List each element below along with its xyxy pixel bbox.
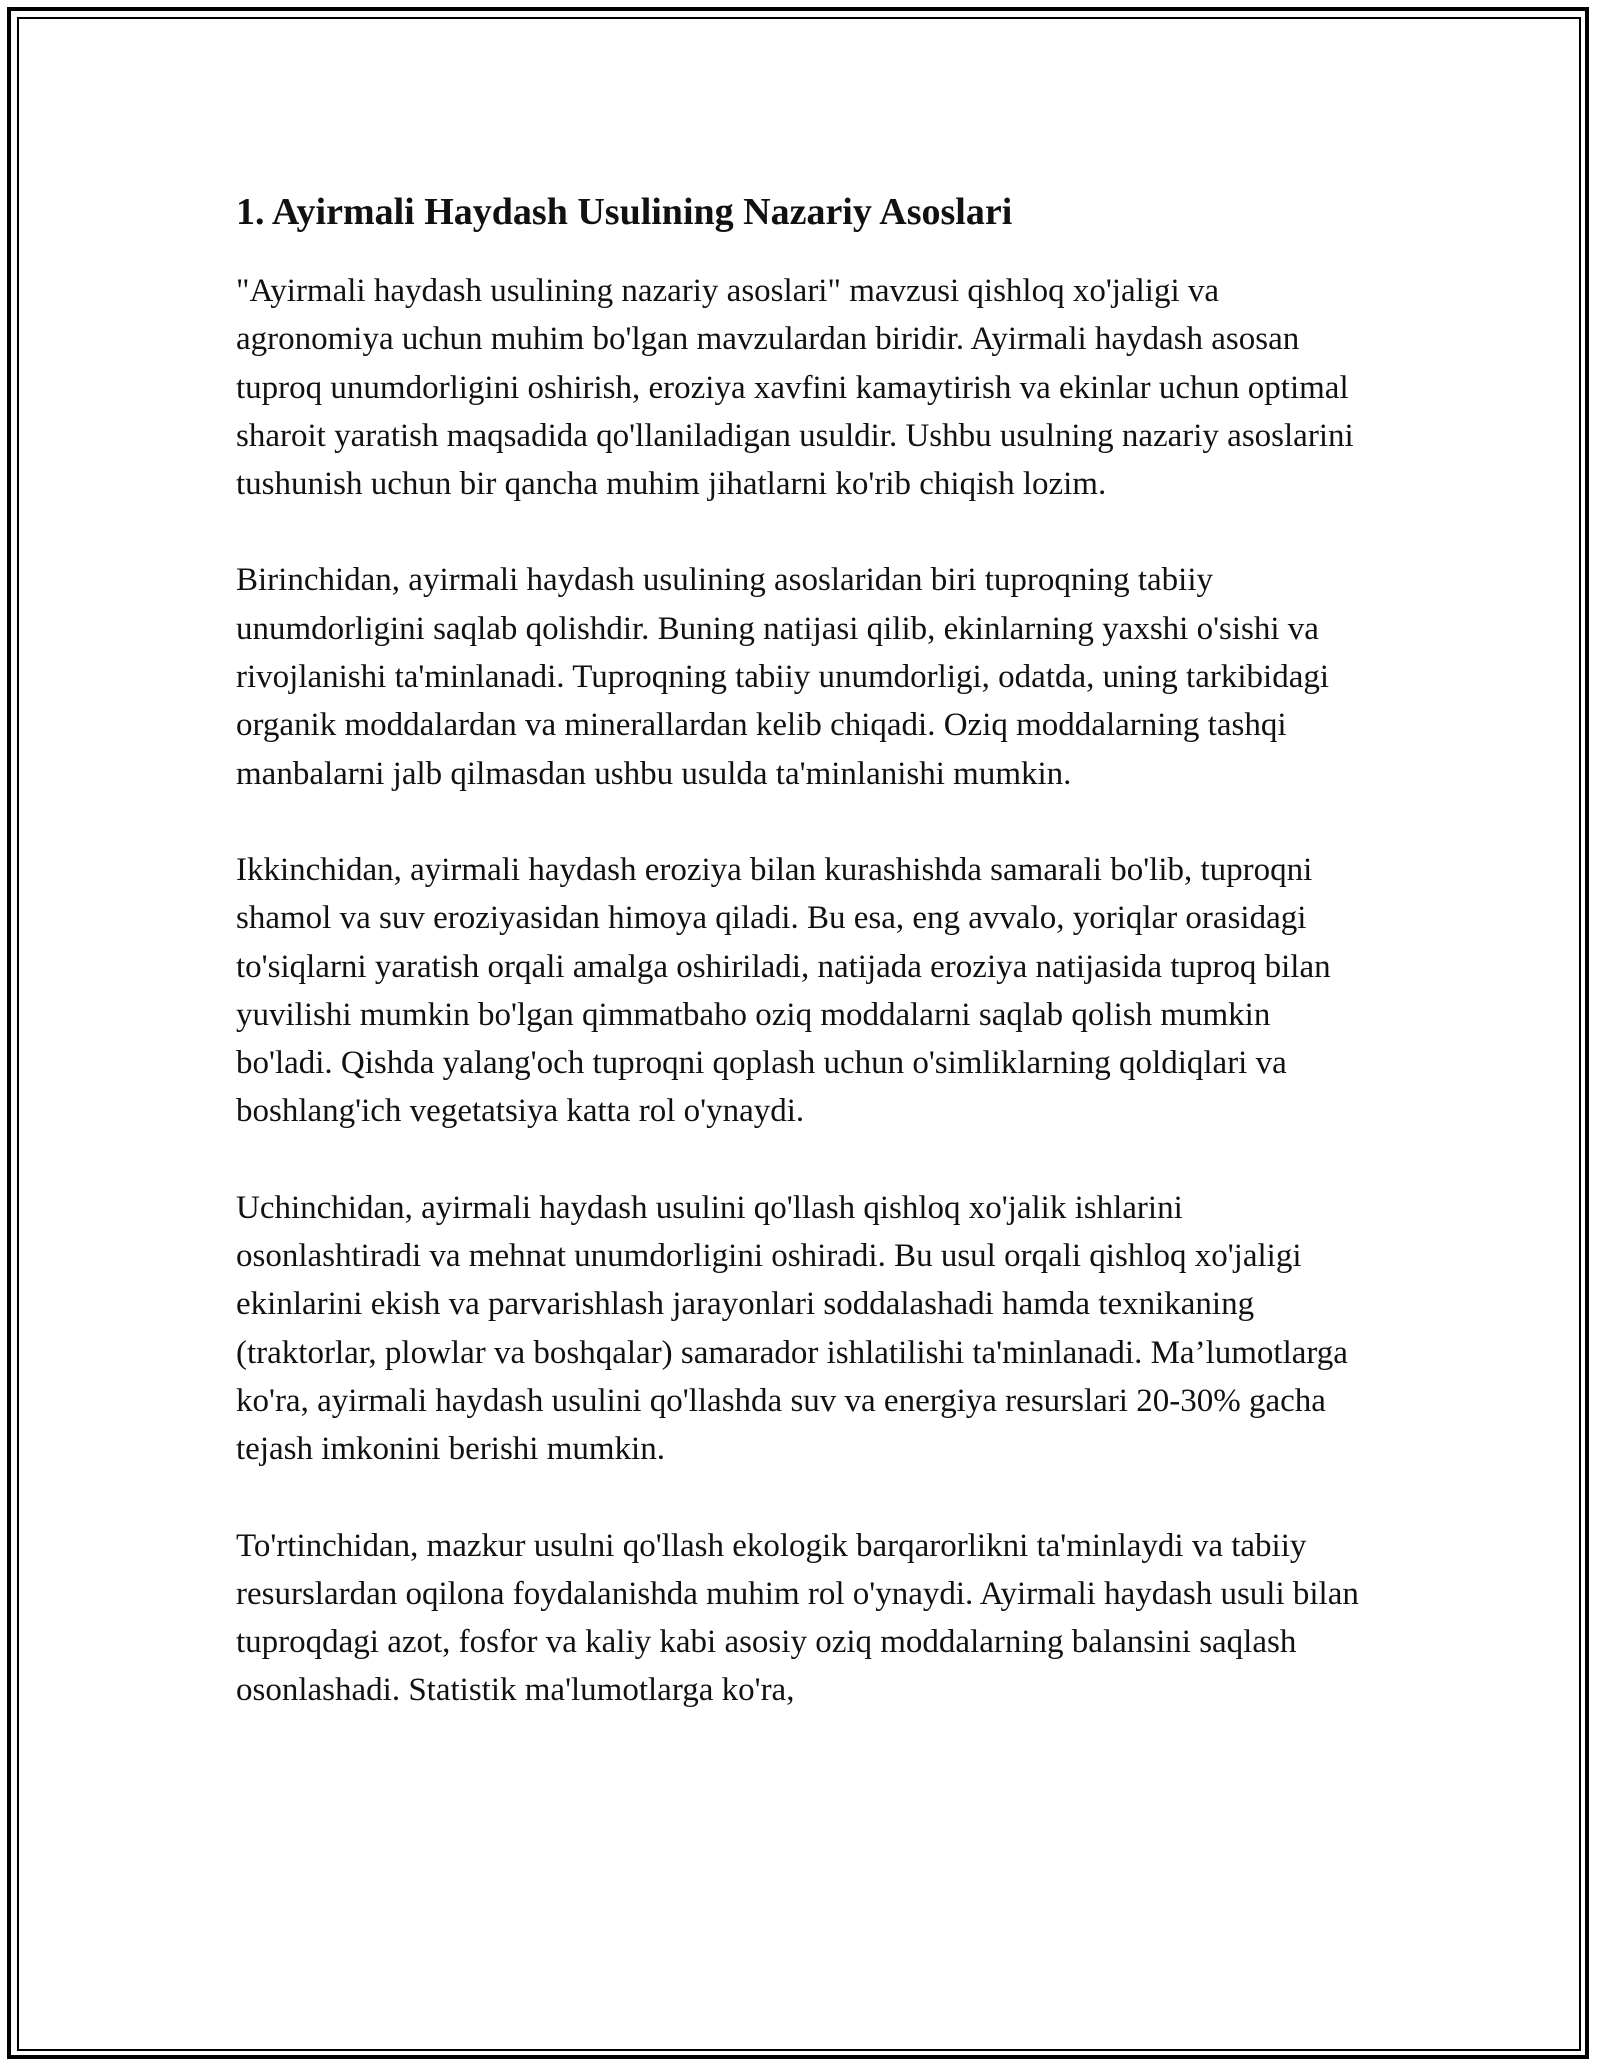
paragraph-third: Uchinchidan, ayirmali haydash usulini qo'llash qishloq xo'jalik ishlarini osonlashtiradi va mehnat unumdorligini oshiradi. Bu usul orqali qishloq xo'jaligi ekinlarini ekish va parvarishlash jarayonlari soddalashadi hamda texnikaning (traktorlar, plowlar va boshqalar) samarador ishlatilishi ta'minlanadi. Ma’lumotlarga ko'ra, ayirmali haydash usulini qo'llashda suv va energiya resurslari 20-30% gacha tejash imkonini berishi mumkin. xyxy=(236,1189,1348,1468)
paragraph-intro: "Ayirmali haydash usulining nazariy asoslari" mavzusi qishloq xo'jaligi va agronomiya uchun muhim bo'lgan mavzulardan biridir. Ayirmali haydash asosan tuproq unumdorligini oshirish, eroziya xavfini kamaytirish va ekinlar uchun optimal sharoit yaratish maqsadida qo'llaniladigan usuldir. Ushbu usulning nazariy asoslarini tushunish uchun bir qancha muhim jihatlarni ko'rib chiqish lozim. xyxy=(236,273,1354,503)
paragraph-second: Ikkinchidan, ayirmali haydash eroziya bilan kurashishda samarali bo'lib, tuproqni shamol va suv eroziyasidan himoya qiladi. Bu esa, eng avvalo, yoriqlar orasidagi to'siqlarni yaratish orqali amalga oshiriladi, natijada eroziya natijasida tuproq bilan yuvilishi mumkin bo'lgan qimmatbaho oziq moddalarni saqlab qolish mumkin bo'ladi. Qishda yalang'och tuproqni qoplash uchun o'simliklarning qoldiqlari va boshlang'ich vegetatsiya katta rol o'ynaydi. xyxy=(236,851,1331,1130)
paragraph-first: Birinchidan, ayirmali haydash usulining asoslaridan biri tuproqning tabiiy unumdorligini saqlab qolishdir. Buning natijasi qilib, ekinlarning yaxshi o'sishi va rivojlanishi ta'minlanadi. Tuproqning tabiiy unumdorligi, odatda, uning tarkibidagi organik moddalardan va minerallardan kelib chiqadi. Oziq moddalarning tashqi manbalarni jalb qilmasdan ushbu usulda ta'minlanishi mumkin. xyxy=(236,562,1330,792)
paragraph-fourth: To'rtinchidan, mazkur usulni qo'llash ekologik barqarorlikni ta'minlaydi va tabiiy resurslardan oqilona foydalanishda muhim rol o'ynaydi. Ayirmali haydash usuli bilan tuproqdagi azot, fosfor va kaliy kabi asosiy oziq moddalarning balansini saqlash osonlashadi. Statistik ma'lumotlarga ko'ra, xyxy=(236,1527,1359,1709)
section-heading: 1. Ayirmali Haydash Usulining Nazariy Asoslari xyxy=(236,191,1013,233)
document-body xyxy=(236,185,1366,1763)
